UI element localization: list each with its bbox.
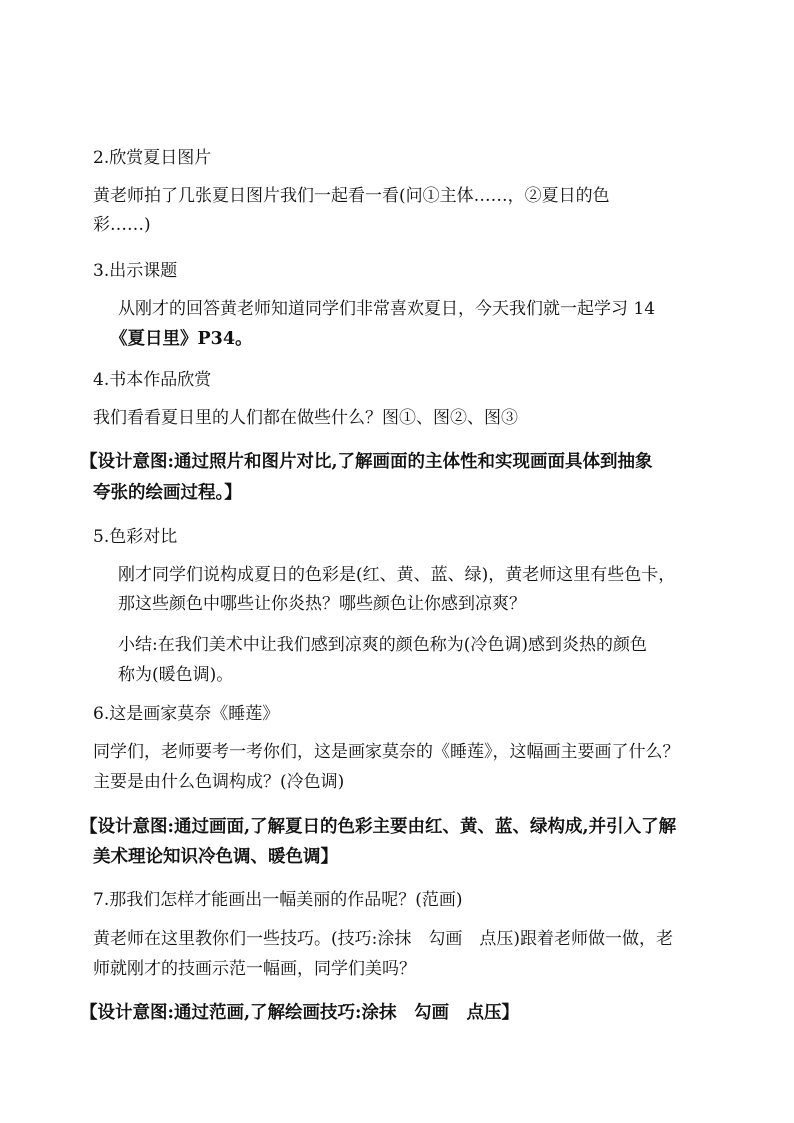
paragraph-line: 师就刚才的技画示范一幅画，同学们美吗？ — [93, 959, 416, 979]
paragraph-line: 从刚才的回答黄老师知道同学们非常喜欢夏日，今天我们就一起学习 14 — [118, 299, 656, 319]
paragraph-line: 主要是由什么色调构成？(冷色调) — [93, 772, 345, 792]
design-note: 【设计意图:通过照片和图片对比,了解画面的主体性和实现画面具体到抽象 — [80, 452, 653, 472]
paragraph-line: 我们看看夏日里的人们都在做些什么？图①、图②、图③ — [93, 408, 518, 428]
design-note: 【设计意图:通过画面,了解夏日的色彩主要由红、黄、蓝、绿构成,并引入了解 — [80, 817, 677, 837]
paragraph-line: 彩……) — [93, 215, 151, 235]
paragraph-line: 刚才同学们说构成夏日的色彩是(红、黄、蓝、绿)，黄老师这里有些色卡， — [118, 565, 676, 585]
paragraph-line: 黄老师拍了几张夏日图片我们一起看一看(问①主体……，②夏日的色 — [93, 186, 610, 206]
section-heading-7: 7.那我们怎样才能画出一幅美丽的作品呢？(范画) — [93, 890, 463, 910]
section-heading-5: 5.色彩对比 — [93, 527, 178, 547]
section-heading-4: 4.书本作品欣赏 — [93, 370, 212, 390]
section-heading-2: 2.欣赏夏日图片 — [93, 148, 212, 168]
summary-line: 称为(暖色调)。 — [118, 665, 234, 685]
section-heading-6: 6.这是画家莫奈《睡莲》 — [93, 704, 280, 724]
design-note: 美术理论知识冷色调、暖色调】 — [93, 847, 338, 867]
summary-line: 小结:在我们美术中让我们感到凉爽的颜色称为(冷色调)感到炎热的颜色 — [118, 635, 647, 655]
section-heading-3: 3.出示课题 — [93, 261, 178, 281]
paragraph-line: 黄老师在这里教你们一些技巧。(技巧:涂抹 勾画 点压)跟着老师做一做，老 — [93, 929, 673, 949]
design-note: 夸张的绘画过程。】 — [93, 483, 242, 503]
paragraph-line: 那这些颜色中哪些让你炎热？哪些颜色让你感到凉爽？ — [118, 594, 526, 614]
lesson-title: 《夏日里》P34。 — [110, 329, 253, 349]
paragraph-line: 同学们，老师要考一考你们，这是画家莫奈的《睡莲》，这幅画主要画了什么？ — [93, 742, 680, 762]
design-note: 【设计意图:通过范画,了解绘画技巧:涂抹 勾画 点压】 — [80, 1003, 520, 1023]
